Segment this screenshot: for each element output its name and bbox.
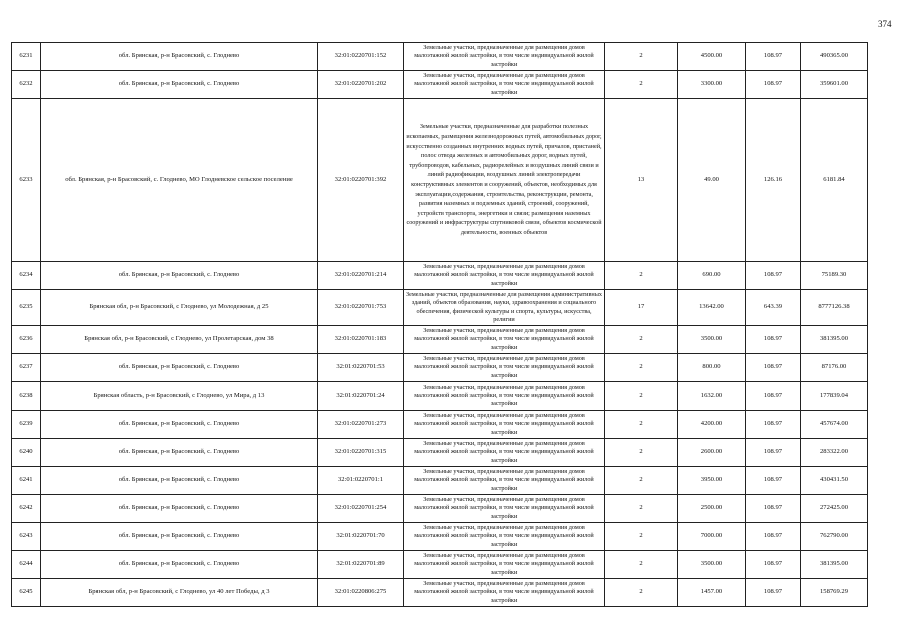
- group-cell: 2: [605, 495, 678, 523]
- address-cell: обл. Брянская, р-н Брасовский, с. Глоднево: [41, 43, 318, 71]
- group-cell: 2: [605, 382, 678, 411]
- cadastral-number-cell: 32:01:0220701:152: [318, 43, 404, 71]
- address-cell: Брянская область, р-н Брасовский, с Глоднево, ул Мира, д 13: [41, 382, 318, 411]
- area-cell: 2600.00: [678, 439, 746, 467]
- group-cell: 2: [605, 579, 678, 607]
- rate-cell: 108.97: [746, 467, 801, 495]
- rate-cell: 108.97: [746, 551, 801, 579]
- group-cell: 2: [605, 326, 678, 354]
- rate-cell: 108.97: [746, 326, 801, 354]
- table-row: [12, 99, 868, 262]
- land-use-cell: Земельные участки, предназначенные для размещения административных зданий, объектов образования, науки, здравоохранения и социального обеспечения, физической культуры и спорта, культуры, искусства, религии: [404, 290, 605, 326]
- value-cell: 75189.30: [801, 262, 868, 290]
- land-use-cell: Земельные участки, предназначенные для размещения домов малоэтажной жилой застройки, в том числе индивидуальной жилой застройки: [404, 382, 605, 411]
- group-cell: 2: [605, 71, 678, 99]
- cadastral-number-cell: 32:01:0220701:183: [318, 326, 404, 354]
- area-cell: 3500.00: [678, 551, 746, 579]
- area-cell: 690.00: [678, 262, 746, 290]
- value-cell: 490365.00: [801, 43, 868, 71]
- row-number: 6235: [12, 290, 41, 326]
- area-cell: 3300.00: [678, 71, 746, 99]
- area-cell: 800.00: [678, 354, 746, 382]
- value-cell: 457674.00: [801, 411, 868, 439]
- cadastral-number-cell: 32:01:0220701:24: [318, 382, 404, 411]
- group-cell: 2: [605, 354, 678, 382]
- row-number: 6241: [12, 467, 41, 495]
- group-cell: 17: [605, 290, 678, 326]
- address-cell: Брянская обл, р-н Брасовский, с Глоднево, ул Молодежная, д 25: [41, 290, 318, 326]
- page-number: 374: [878, 19, 892, 29]
- table-row: [12, 551, 868, 579]
- address-cell: обл. Брянская, р-н Брасовский, с. Глоднево: [41, 495, 318, 523]
- row-number: 6238: [12, 382, 41, 411]
- rate-cell: 108.97: [746, 43, 801, 71]
- table-row: [12, 71, 868, 99]
- land-use-cell: Земельные участки, предназначенные для размещения домов малоэтажной жилой застройки, в том числе индивидуальной жилой застройки: [404, 71, 605, 99]
- land-use-cell: Земельные участки, предназначенные для размещения домов малоэтажной жилой застройки, в том числе индивидуальной жилой застройки: [404, 551, 605, 579]
- rate-cell: 108.97: [746, 495, 801, 523]
- value-cell: 359601.00: [801, 71, 868, 99]
- row-number: 6240: [12, 439, 41, 467]
- address-cell: обл. Брянская, р-н Брасовский, с. Глоднево: [41, 523, 318, 551]
- address-cell: обл. Брянская, р-н Брасовский, с. Глоднево: [41, 71, 318, 99]
- group-cell: 2: [605, 439, 678, 467]
- group-cell: 2: [605, 523, 678, 551]
- value-cell: 381395.00: [801, 551, 868, 579]
- cadastral-number-cell: 32:01:0220701:392: [318, 99, 404, 262]
- table-body: [12, 43, 868, 607]
- group-cell: 2: [605, 262, 678, 290]
- land-use-cell: Земельные участки, предназначенные для размещения домов малоэтажной жилой застройки, в том числе индивидуальной жилой застройки: [404, 579, 605, 607]
- area-cell: 13642.00: [678, 290, 746, 326]
- rate-cell: 108.97: [746, 354, 801, 382]
- table-row: [12, 439, 868, 467]
- land-use-cell: Земельные участки, предназначенные для размещения домов малоэтажной жилой застройки, в том числе индивидуальной жилой застройки: [404, 354, 605, 382]
- area-cell: 49.00: [678, 99, 746, 262]
- row-number: 6236: [12, 326, 41, 354]
- table-row: [12, 354, 868, 382]
- rate-cell: 126.16: [746, 99, 801, 262]
- table-row: [12, 579, 868, 607]
- rate-cell: 108.97: [746, 382, 801, 411]
- rate-cell: 108.97: [746, 579, 801, 607]
- table-row: [12, 523, 868, 551]
- cadastral-value-table: [11, 42, 868, 607]
- row-number: 6239: [12, 411, 41, 439]
- land-use-cell: Земельные участки, предназначенные для размещения домов малоэтажной жилой застройки, в том числе индивидуальной жилой застройки: [404, 523, 605, 551]
- rate-cell: 108.97: [746, 411, 801, 439]
- cadastral-number-cell: 32:01:0220701:254: [318, 495, 404, 523]
- value-cell: 158769.29: [801, 579, 868, 607]
- land-use-cell: Земельные участки, предназначенные для размещения домов малоэтажной жилой застройки, в том числе индивидуальной жилой застройки: [404, 262, 605, 290]
- area-cell: 4200.00: [678, 411, 746, 439]
- table-row: [12, 326, 868, 354]
- cadastral-number-cell: 32:01:0220701:315: [318, 439, 404, 467]
- address-cell: обл. Брянская, р-н Брасовский, с. Глоднево: [41, 551, 318, 579]
- area-cell: 4500.00: [678, 43, 746, 71]
- address-cell: обл. Брянская, р-н Брасовский, с. Глоднево: [41, 467, 318, 495]
- row-number: 6245: [12, 579, 41, 607]
- land-use-cell: Земельные участки, предназначенные для размещения домов малоэтажной жилой застройки, в том числе индивидуальной жилой застройки: [404, 43, 605, 71]
- table-row: [12, 290, 868, 326]
- value-cell: 762790.00: [801, 523, 868, 551]
- rate-cell: 108.97: [746, 439, 801, 467]
- row-number: 6242: [12, 495, 41, 523]
- cadastral-number-cell: 32:01:0220701:753: [318, 290, 404, 326]
- value-cell: 177839.04: [801, 382, 868, 411]
- value-cell: 283322.00: [801, 439, 868, 467]
- table-row: [12, 495, 868, 523]
- rate-cell: 108.97: [746, 71, 801, 99]
- area-cell: 1457.00: [678, 579, 746, 607]
- table-row: [12, 411, 868, 439]
- rate-cell: 108.97: [746, 262, 801, 290]
- row-number: 6243: [12, 523, 41, 551]
- land-use-cell: Земельные участки, предназначенные для размещения домов малоэтажной жилой застройки, в том числе индивидуальной жилой застройки: [404, 439, 605, 467]
- cadastral-number-cell: 32:01:0220806:275: [318, 579, 404, 607]
- address-cell: обл. Брянская, р-н Брасовский, с. Глоднево: [41, 411, 318, 439]
- group-cell: 2: [605, 467, 678, 495]
- value-cell: 272425.00: [801, 495, 868, 523]
- row-number: 6244: [12, 551, 41, 579]
- row-number: 6234: [12, 262, 41, 290]
- cadastral-number-cell: 32:01:0220701:202: [318, 71, 404, 99]
- area-cell: 3500.00: [678, 326, 746, 354]
- address-cell: обл. Брянская, р-н Брасовский, с. Глоднево: [41, 262, 318, 290]
- cadastral-number-cell: 32:01:0220701:53: [318, 354, 404, 382]
- row-number: 6233: [12, 99, 41, 262]
- value-cell: 6181.84: [801, 99, 868, 262]
- area-cell: 3950.00: [678, 467, 746, 495]
- table-row: [12, 43, 868, 71]
- cadastral-number-cell: 32:01:0220701:89: [318, 551, 404, 579]
- address-cell: Брянская обл, р-н Брасовский, с Глоднево, ул 40 лет Победы, д 3: [41, 579, 318, 607]
- address-cell: обл. Брянская, р-н Брасовский, с. Глоднево: [41, 354, 318, 382]
- area-cell: 2500.00: [678, 495, 746, 523]
- address-cell: Брянская обл, р-н Брасовский, с Глоднево, ул Пролетарская, дом 38: [41, 326, 318, 354]
- value-cell: 87176.00: [801, 354, 868, 382]
- land-use-cell: Земельные участки, предназначенные для разработки полезных ископаемых, размещения железнодорожных путей, автомобильных дорог, искусственно созданных внутренних водных путей, причалов, пристаней, полос отвода железных и автомобильных дорог, водных путей, трубопроводов, кабельных, радиорелейных и воздушных линий связи и линий радиофикации, воздушных линий электропередачи конструктивных элементов и сооружений, объектов, необходимых для эксплуатации,содержания, строительства, реконструкции, ремонта, развития наземных и подземных зданий, строений, сооружений, устройств транспорта, энергетики и связи; размещения наземных сооружений и инфраструктуры спутниковой связи, объектов космической деятельности, военных объектов: [404, 99, 605, 262]
- table-row: [12, 262, 868, 290]
- group-cell: 2: [605, 551, 678, 579]
- row-number: 6231: [12, 43, 41, 71]
- row-number: 6237: [12, 354, 41, 382]
- cadastral-number-cell: 32:01:0220701:214: [318, 262, 404, 290]
- land-use-cell: Земельные участки, предназначенные для размещения домов малоэтажной жилой застройки, в том числе индивидуальной жилой застройки: [404, 326, 605, 354]
- rate-cell: 643.39: [746, 290, 801, 326]
- address-cell: обл. Брянская, р-н Брасовский, с. Глоднево: [41, 439, 318, 467]
- cadastral-number-cell: 32:01:0220701:70: [318, 523, 404, 551]
- table-row: [12, 467, 868, 495]
- value-cell: 381395.00: [801, 326, 868, 354]
- value-cell: 8777126.38: [801, 290, 868, 326]
- group-cell: 2: [605, 411, 678, 439]
- land-use-cell: Земельные участки, предназначенные для размещения домов малоэтажной жилой застройки, в том числе индивидуальной жилой застройки: [404, 495, 605, 523]
- land-use-cell: Земельные участки, предназначенные для размещения домов малоэтажной жилой застройки, в том числе индивидуальной жилой застройки: [404, 411, 605, 439]
- rate-cell: 108.97: [746, 523, 801, 551]
- group-cell: 13: [605, 99, 678, 262]
- value-cell: 430431.50: [801, 467, 868, 495]
- table-row: [12, 382, 868, 411]
- row-number: 6232: [12, 71, 41, 99]
- group-cell: 2: [605, 43, 678, 71]
- address-cell: обл. Брянская, р-н Брасовский, с. Глоднево, МО Глодневское сельское поселение: [41, 99, 318, 262]
- area-cell: 1632.00: [678, 382, 746, 411]
- cadastral-number-cell: 32:01:0220701:273: [318, 411, 404, 439]
- land-use-cell: Земельные участки, предназначенные для размещения домов малоэтажной жилой застройки, в том числе индивидуальной жилой застройки: [404, 467, 605, 495]
- area-cell: 7000.00: [678, 523, 746, 551]
- cadastral-number-cell: 32:01:0220701:1: [318, 467, 404, 495]
